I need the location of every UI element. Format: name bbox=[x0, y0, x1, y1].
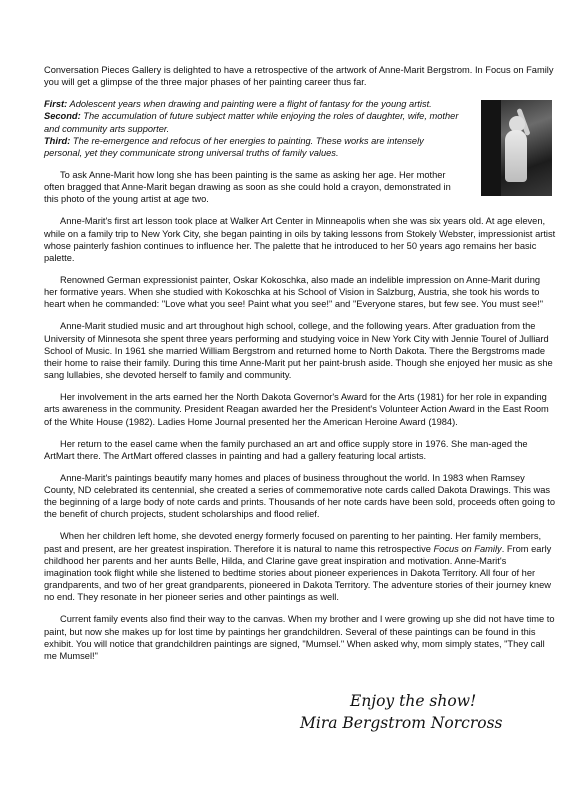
phase-third-text: The re-emergence and refocus of her energies to painting. These works are intensely personal, yet they communicate strong universal truths of family values. bbox=[44, 135, 424, 159]
paragraph-note-cards: Anne-Marit's paintings beautify many homes and places of business throughout the world. In 1983 when Ramsey County, ND celebrated its centennial, she created a series of commemorative note cards called Dakota Drawings. This was the beginning of a large body of note cards and prints. Thousands of her note cards have been sold, proceeds often going to the benefit of church projects, student scholarships and flood relief. bbox=[44, 472, 555, 520]
signoff-enjoy: Enjoy the show! bbox=[350, 692, 477, 710]
article-body bbox=[44, 64, 556, 672]
paragraph-easel-return: Her return to the easel came when the family purchased an art and office supply store in 1976. She man-aged the ArtMart there. The ArtMart offered classes in painting and had a gallery featuring local artists. bbox=[44, 438, 528, 461]
phase-second bbox=[44, 110, 462, 134]
paragraph-first-lesson: Anne-Marit's first art lesson took place at Walker Art Center in Minneapolis when she was six years old. At age eleven, while on a family trip to New York City, she began painting in oils by taking lessons from Stokely Webster, impressionist artist whose painterly fashion continues to influence her. The palette that he introduced to her 50 years ago remains her basic palette. bbox=[44, 216, 556, 264]
paragraph-family bbox=[44, 530, 556, 603]
phase-third-label: Third: bbox=[44, 135, 71, 146]
paragraph-kokoschka: Renowned German expressionist painter, Oskar Kokoschka, also made an indelible impression on Anne-Marit during her formative years. When she studied with Kokoschka at his School of Vision in Salzburg, Austria, she took his words to heart when he commanded: "Love what you see! Paint what you see!" and "Everyone stares, but few see. You must see!" bbox=[44, 275, 543, 310]
family-text-before: When her children left home, she devoted energy formerly focused on parenting to her painting. Her family members, past and present, are her greatest inspiration. Therefore it is natural to name this retrospective bbox=[44, 531, 542, 554]
phase-second-text: The accumulation of future subject matter while enjoying the roles of daughter, wife, mother and community arts supporter. bbox=[44, 111, 459, 134]
phases-list bbox=[44, 98, 462, 159]
paragraph-age: To ask Anne-Marit how long she has been painting is the same as asking her age. Her mother often bragged that Anne-Marit began drawing as soon as she could hold a crayon, demonstrated in this photo of the young artist at age two. bbox=[44, 170, 451, 205]
paragraph-awards: Her involvement in the arts earned her the North Dakota Governor's Award for the Arts (1981) for her role in expanding arts awareness in the community. President Reagan awarded her the President's Volunteer Action Award in the East Room of the White House (1982). Ladies Home Journal presented her the American Heroine Award (1984). bbox=[44, 392, 549, 427]
phase-first bbox=[44, 98, 462, 110]
signoff bbox=[300, 690, 570, 734]
family-text-after: . From early childhood her parents and her aunts Belle, Hilda, and Clarine gave great inspiration and motivation. Anne-Marit's imagination took flight while she listened to bedtime stories about pioneer experiences in Dakota Territory. All four of her grandparents, and two of her great grandparents, pioneered in Dakota Territory. The adventure stories of their journey knew no end. They resonate in her pioneer series and other paintings as well. bbox=[44, 543, 552, 603]
phase-third bbox=[44, 135, 462, 159]
paragraph-music: Anne-Marit studied music and art throughout high school, college, and the following years. After graduation from the University of Minnesota she spent three years performing and studying voice in New York City with Jennie Tourel of Julliard School of Music. In 1961 she married William Bergstrom and returned home to North Dakota. There the Bergstroms made their home to raise their family. During this time Anne-Marit put her paint-brush aside. Though she enjoyed her music as she sang lullabies, she devoted herself to family and community. bbox=[44, 321, 553, 381]
exhibit-title: Focus on Family bbox=[433, 543, 502, 554]
intro-paragraph: Conversation Pieces Gallery is delighted to have a retrospective of the artwork of Anne-Marit Bergstrom. In Focus on Family you will get a glimpse of the three major phases of her painting career thus far. bbox=[44, 65, 554, 88]
signoff-author-name: Mira Bergstrom Norcross bbox=[300, 714, 503, 732]
phase-first-text: Adolescent years when drawing and painting were a flight of fantasy for the young artist. bbox=[67, 99, 432, 110]
paragraph-closing: Current family events also find their way to the canvas. When my brother and I were growing up she did not have time to paint, but now she makes up for lost time by paintings her grandchildren. Several of these paintings can be found in this exhibit. You will notice that grandchildren paintings are signed, "Mumsel." When asked why, mom simply states, "They call me Mumsel!" bbox=[44, 614, 555, 662]
phase-first-label: First: bbox=[44, 99, 68, 110]
phase-second-label: Second: bbox=[44, 111, 81, 122]
